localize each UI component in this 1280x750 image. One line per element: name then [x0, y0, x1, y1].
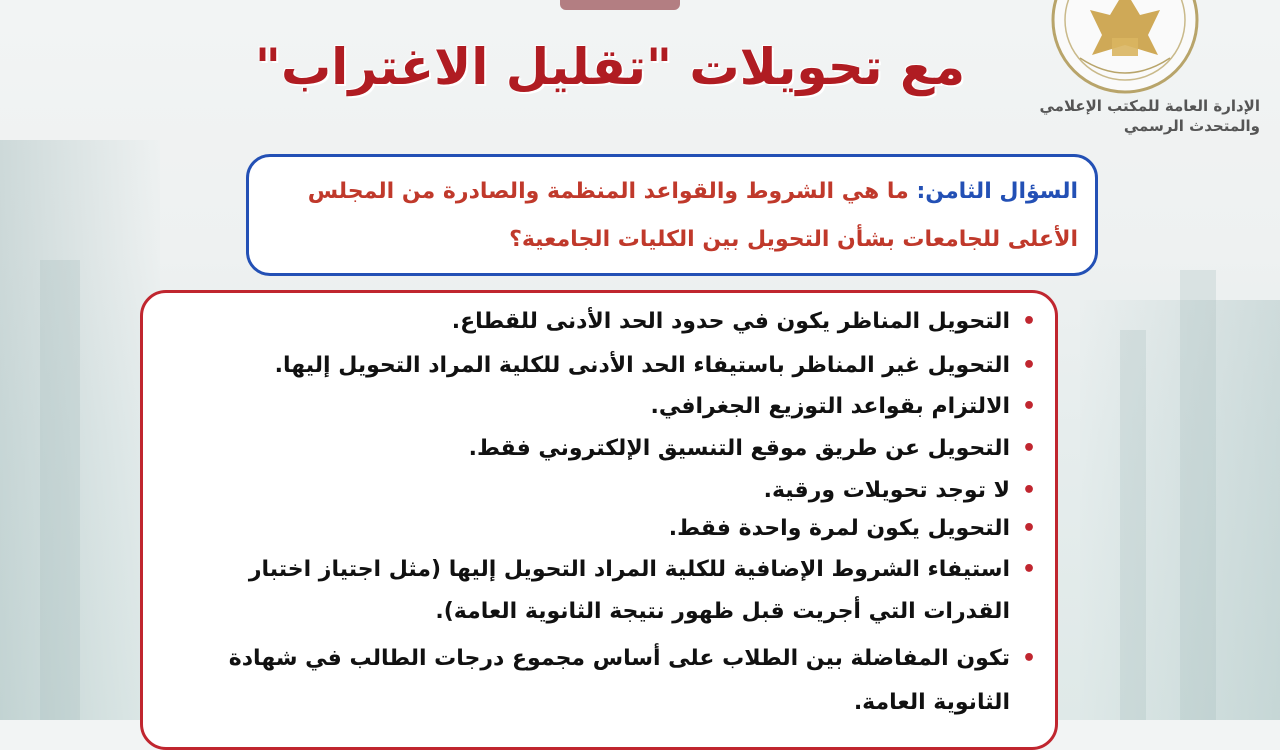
list-item	[160, 475, 1036, 507]
list-item	[160, 350, 1036, 382]
answer-text: الالتزام بقواعد التوزيع الجغرافي.	[650, 394, 1010, 419]
answer-list	[160, 306, 1036, 725]
list-item	[160, 513, 1036, 545]
eagle-seal-icon	[1040, 0, 1210, 95]
office-line-1: الإدارة العامة للمكتب الإعلامي	[1039, 97, 1260, 115]
background-column	[40, 260, 80, 720]
answer-text: تكون المفاضلة بين الطلاب على أساس مجموع درجات الطالب في شهادة الثانوية العامة.	[228, 646, 1010, 715]
list-item	[160, 549, 1036, 633]
list-item	[160, 637, 1036, 725]
answer-text: التحويل يكون لمرة واحدة فقط.	[668, 516, 1010, 541]
answer-text: لا توجد تحويلات ورقية.	[763, 478, 1010, 503]
bullet-icon: •	[1021, 516, 1036, 541]
background-column	[1120, 330, 1146, 720]
list-item	[160, 306, 1036, 338]
page-title: مع تحويلات "تقليل الاغتراب"	[254, 38, 966, 96]
bullet-icon: •	[1021, 557, 1036, 582]
answer-text: التحويل المناظر يكون في حدود الحد الأدنى للقطاع.	[451, 309, 1010, 334]
question-text	[270, 168, 1078, 264]
ministry-logo	[1040, 0, 1210, 95]
header-ribbon	[560, 0, 680, 10]
bullet-icon: •	[1021, 436, 1036, 461]
list-item	[160, 391, 1036, 423]
question-label: السؤال الثامن:	[916, 179, 1078, 204]
bullet-icon: •	[1021, 478, 1036, 503]
background-building-left	[0, 140, 160, 720]
list-item	[160, 433, 1036, 465]
answer-text: استيفاء الشروط الإضافية للكلية المراد التحويل إليها (مثل اجتياز اختبار القدرات التي أجريت قبل ظهور نتيجة الثانوية العامة).	[248, 557, 1010, 624]
bullet-icon: •	[1021, 394, 1036, 419]
answer-text: التحويل عن طريق موقع التنسيق الإلكتروني فقط.	[468, 436, 1010, 461]
bullet-icon: •	[1021, 309, 1036, 334]
answer-text: التحويل غير المناظر باستيفاء الحد الأدنى للكلية المراد التحويل إليها.	[274, 353, 1010, 378]
background-column	[1180, 270, 1216, 720]
bullet-icon: •	[1021, 353, 1036, 378]
media-office-label	[990, 96, 1260, 136]
bullet-icon: •	[1021, 646, 1036, 671]
question-body: ما هي الشروط والقواعد المنظمة والصادرة من المجلس الأعلى للجامعات بشأن التحويل بين الكليات الجامعية؟	[307, 179, 1078, 252]
office-line-2: والمتحدث الرسمي	[1123, 117, 1260, 135]
